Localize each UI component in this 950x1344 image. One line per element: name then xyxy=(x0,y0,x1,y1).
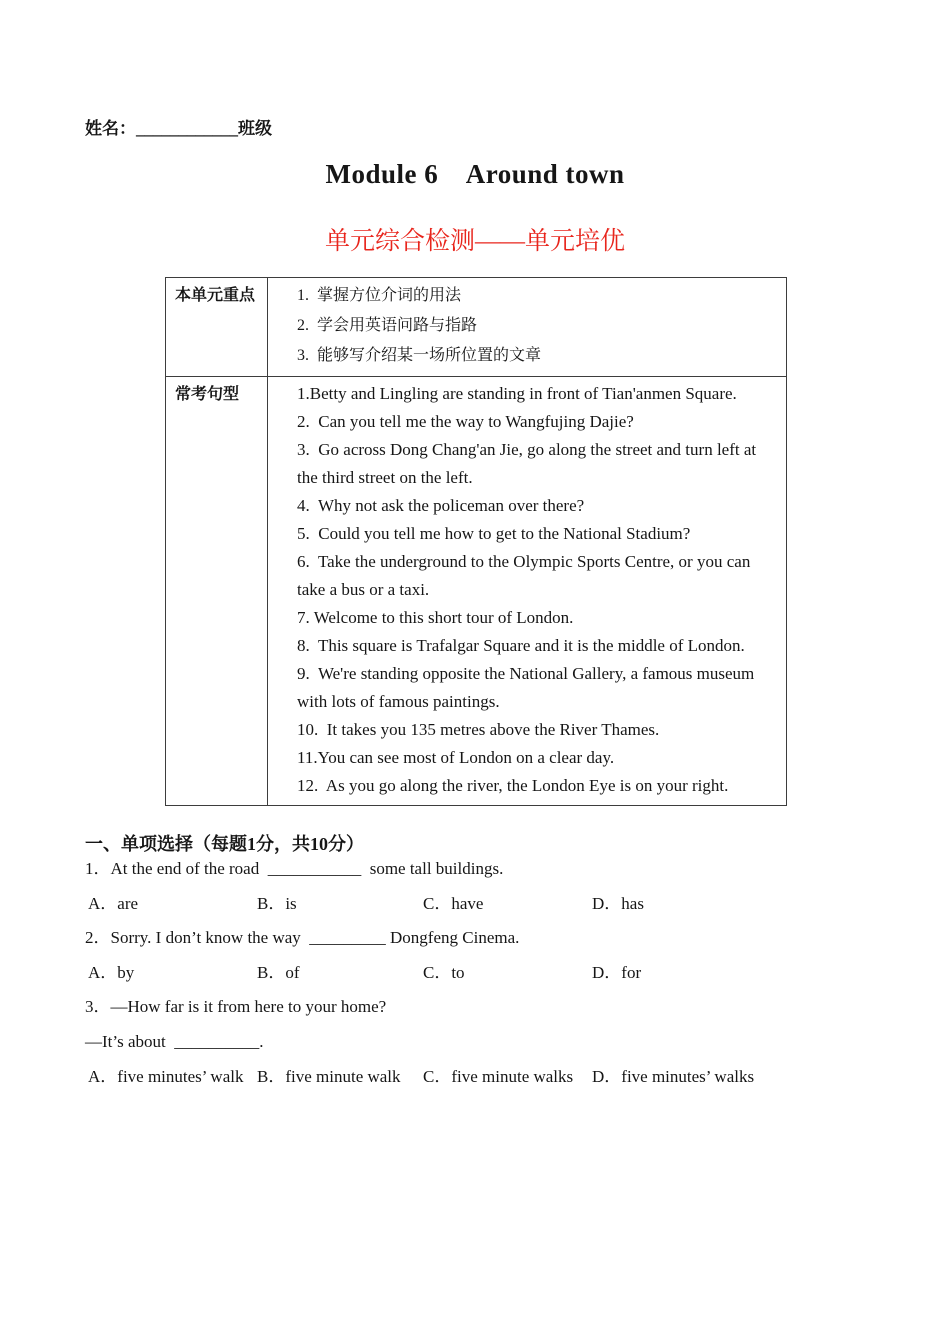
question-line: —It’s about __________. xyxy=(85,1032,264,1051)
option-item: B．of xyxy=(257,963,300,982)
option-item: D．five minutes’ walks xyxy=(592,1067,755,1086)
table-item: 2. Can you tell me the way to Wangfujing Dajie? xyxy=(297,412,634,431)
row-header: 常考句型 xyxy=(166,377,268,806)
option-item: B．is xyxy=(257,894,297,913)
option-item: B．five minute walk xyxy=(257,1067,401,1086)
name-class-line: 姓名：____________班级 xyxy=(85,119,272,138)
table-item: 4. Why not ask the policeman over there? xyxy=(297,496,585,515)
table-row xyxy=(166,377,787,806)
question-line: 2．Sorry. I don’t know the way _________ Dongfeng Cinema. xyxy=(85,928,520,947)
option-item: A．five minutes’ walk xyxy=(88,1067,244,1086)
options-row xyxy=(85,1066,875,1088)
table-item: 9. We're standing opposite the National Gallery, a famous museum with lots of famous paintings. xyxy=(297,664,759,711)
table-item: 8. This square is Trafalgar Square and it is the middle of London. xyxy=(297,636,745,655)
table-item: 12. As you go along the river, the London Eye is on your right. xyxy=(297,776,729,795)
table-item: 7. Welcome to this short tour of London. xyxy=(297,608,574,627)
question-line: 3．—How far is it from here to your home? xyxy=(85,997,387,1016)
overview-table xyxy=(165,277,787,806)
option-item: D．for xyxy=(592,963,642,982)
table-item: 11.You can see most of London on a clear day. xyxy=(297,748,615,767)
section-heading: 一、单项选择（每题1分，共10分） xyxy=(85,834,364,854)
table-item: 1. 掌握方位介词的用法 xyxy=(297,287,462,304)
row-body xyxy=(268,278,787,377)
table-item: 6. Take the underground to the Olympic Sports Centre, or you can take a bus or a taxi. xyxy=(297,552,755,599)
option-item: C．have xyxy=(423,894,484,913)
option-item: A．are xyxy=(88,894,139,913)
options-row xyxy=(85,962,875,984)
table-item: 3. Go across Dong Chang'an Jie, go along the street and turn left at the third street on the left. xyxy=(297,440,761,487)
table-item: 3. 能够写介绍某一场所位置的文章 xyxy=(297,347,542,364)
row-header: 本单元重点 xyxy=(166,278,268,377)
table-item: 1.Betty and Lingling are standing in front of Tian'anmen Square. xyxy=(297,384,737,403)
table-item: 10. It takes you 135 metres above the River Thames. xyxy=(297,720,660,739)
options-row xyxy=(85,893,875,915)
option-item: A．by xyxy=(88,963,135,982)
page-title: Module 6 Around town xyxy=(325,159,625,189)
question-line: 1．At the end of the road ___________ some tall buildings. xyxy=(85,859,504,878)
table-item: 5. Could you tell me how to get to the National Stadium? xyxy=(297,524,691,543)
option-item: D．has xyxy=(592,894,644,913)
table-row xyxy=(166,278,787,377)
table-item: 2. 学会用英语问路与指路 xyxy=(297,317,478,334)
row-body xyxy=(268,377,787,806)
multiple-choice-section xyxy=(85,833,875,1100)
section-subtitle: 单元综合检测——单元培优 xyxy=(324,228,625,255)
option-item: C．to xyxy=(423,963,465,982)
option-item: C．five minute walks xyxy=(423,1067,574,1086)
